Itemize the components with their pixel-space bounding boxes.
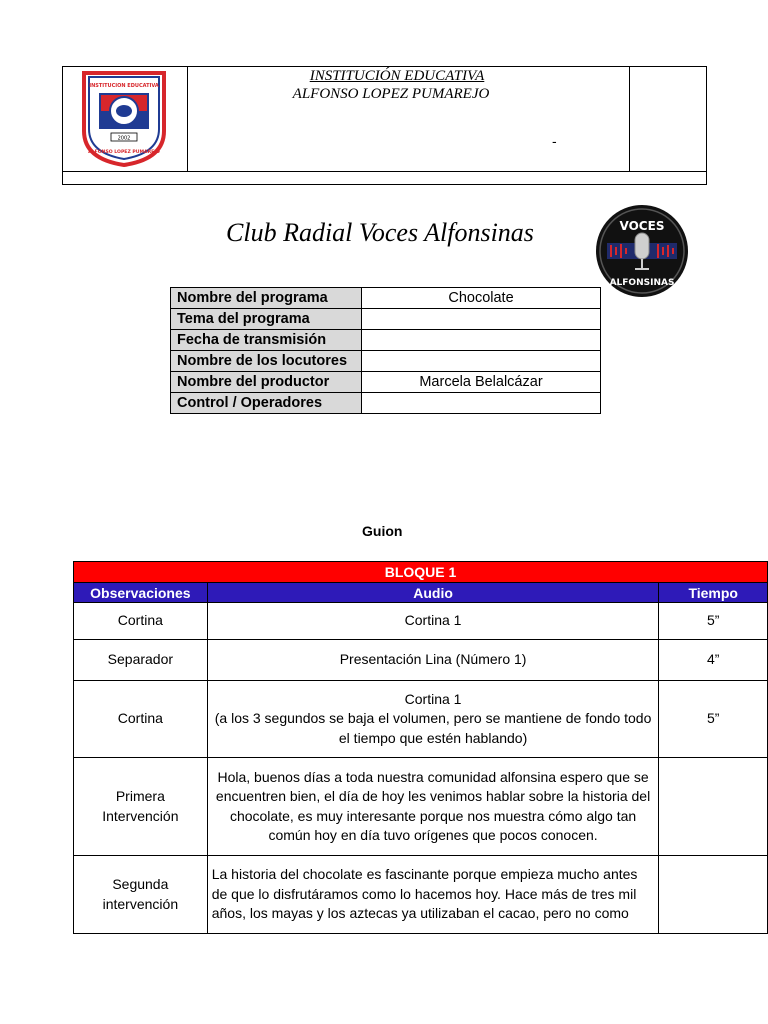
info-value <box>362 393 601 414</box>
header-table <box>62 66 707 185</box>
header-dash: - <box>552 133 557 149</box>
table-row <box>74 603 768 640</box>
page-title: Club Radial Voces Alfonsinas <box>226 218 534 247</box>
row-time: 5” <box>659 681 768 758</box>
logo-cell <box>63 67 188 171</box>
info-value <box>362 309 601 330</box>
info-value <box>362 351 601 372</box>
row-time <box>659 856 768 934</box>
info-row <box>171 309 601 330</box>
header-row <box>63 67 706 172</box>
info-row <box>171 351 601 372</box>
row-observation: Cortina <box>74 603 208 640</box>
column-header-tiempo: Tiempo <box>659 583 768 603</box>
logo-bottom-text: ALFONSO LOPEZ PUMAREJO <box>88 150 160 155</box>
info-row <box>171 372 601 393</box>
header-right-cell <box>629 67 708 171</box>
column-header-audio: Audio <box>207 583 659 603</box>
logo-top-text: INSTITUCION EDUCATIVA <box>89 83 159 89</box>
program-info-table <box>170 287 601 414</box>
info-row <box>171 330 601 351</box>
info-label: Control / Operadores <box>171 393 362 414</box>
info-label: Tema del programa <box>171 309 362 330</box>
info-value: Marcela Belalcázar <box>362 372 601 393</box>
voces-alfonsinas-badge-icon <box>591 203 693 299</box>
info-label: Nombre del productor <box>171 372 362 393</box>
badge-top-text: VOCES <box>619 219 665 233</box>
column-header-row <box>74 583 768 603</box>
block-title-row <box>74 562 768 583</box>
row-audio: Cortina 1 <box>207 603 659 640</box>
info-value: Chocolate <box>362 288 601 309</box>
row-audio: La historia del chocolate es fascinante porque empieza mucho antes de que lo disfrutáramos como lo hacemos hoy. Hace más de tres mil años, los mayas y los aztecas ya utilizaban el cacao, pero no como <box>207 856 659 934</box>
info-label: Nombre de los locutores <box>171 351 362 372</box>
table-row <box>74 758 768 856</box>
row-observation: Primera Intervención <box>74 758 208 856</box>
info-label: Fecha de transmisión <box>171 330 362 351</box>
row-observation: Segunda intervención <box>74 856 208 934</box>
row-audio: Hola, buenos días a toda nuestra comunidad alfonsina espero que se encuentren bien, el día de hoy les venimos hablar sobre la historia del chocolate, es muy interesante porque nos muestra cómo algo tan común hoy en día tuvo orígenes que pocos conocen. <box>207 758 659 856</box>
table-row <box>74 856 768 934</box>
row-observation: Cortina <box>74 681 208 758</box>
row-observation: Separador <box>74 640 208 681</box>
column-header-observaciones: Observaciones <box>74 583 208 603</box>
institution-line2: ALFONSO LOPEZ PUMAREJO <box>292 86 490 102</box>
info-row <box>171 393 601 414</box>
table-row <box>74 681 768 758</box>
badge-bottom-text: ALFONSINAS <box>609 278 675 288</box>
row-audio: Cortina 1 (a los 3 segundos se baja el volumen, pero se mantiene de fondo todo el tiempo que estén hablando) <box>207 681 659 758</box>
row-time <box>659 758 768 856</box>
guion-heading: Guion <box>362 523 403 539</box>
institution-cell <box>187 67 630 171</box>
logo-year: 2002 <box>117 135 131 142</box>
row-time: 5” <box>659 603 768 640</box>
row-audio: Presentación Lina (Número 1) <box>207 640 659 681</box>
info-value <box>362 330 601 351</box>
institution-line1: INSTITUCIÓN EDUCATIVA <box>309 68 485 84</box>
school-crest-icon <box>81 71 167 167</box>
block-title: BLOQUE 1 <box>74 562 768 583</box>
table-row <box>74 640 768 681</box>
info-row <box>171 288 601 309</box>
script-table <box>73 561 768 934</box>
row-time: 4” <box>659 640 768 681</box>
info-label: Nombre del programa <box>171 288 362 309</box>
